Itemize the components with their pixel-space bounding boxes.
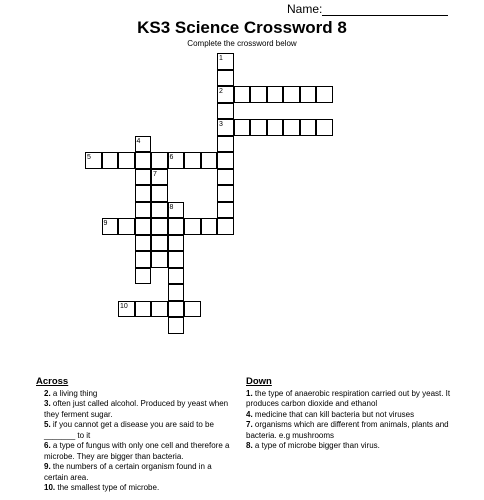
clue-item-text: the type of anaerobic respiration carried out by yeast. It produces carbon dioxide and ethanol: [246, 388, 451, 408]
across-heading: Across: [36, 376, 69, 387]
down-heading: Down: [246, 376, 272, 387]
crossword-cell[interactable]: [184, 218, 201, 235]
clue-item-text: a living thing: [52, 388, 98, 398]
clue-item-number: 7.: [246, 420, 253, 429]
crossword-cell[interactable]: [283, 119, 300, 136]
crossword-cell[interactable]: [267, 119, 284, 136]
crossword-cell[interactable]: [316, 86, 333, 103]
crossword-cell[interactable]: [168, 251, 185, 268]
crossword-cell[interactable]: [184, 152, 201, 169]
crossword-cell[interactable]: [217, 103, 234, 120]
crossword-cell[interactable]: [168, 152, 185, 169]
clue-number: 8: [169, 203, 174, 211]
clue-item-text: organisms which are different from animals, plants and bacteria. e.g mushrooms: [246, 420, 449, 440]
crossword-cell[interactable]: [151, 185, 168, 202]
crossword-cell[interactable]: [135, 301, 152, 318]
clue-item-text: the smallest type of microbe.: [57, 483, 160, 492]
page-subtitle: Complete the crossword below: [187, 39, 297, 48]
crossword-cell[interactable]: [217, 218, 234, 235]
clue-item: [36, 483, 236, 494]
crossword-cell[interactable]: [135, 185, 152, 202]
clue-item: [36, 462, 236, 483]
clue-item-number: 8.: [246, 441, 253, 450]
crossword-cell[interactable]: [85, 152, 102, 169]
clue-item: [36, 389, 236, 400]
crossword-cell[interactable]: [151, 218, 168, 235]
crossword-cell[interactable]: [217, 185, 234, 202]
crossword-cell[interactable]: [217, 202, 234, 219]
clue-item-number: 2.: [44, 388, 51, 398]
crossword-cell[interactable]: [102, 218, 119, 235]
clue-item: [36, 420, 236, 441]
crossword-cell[interactable]: [283, 86, 300, 103]
clue-item-text: the numbers of a certain organism found in a certain area.: [44, 462, 212, 482]
crossword-cell[interactable]: [217, 70, 234, 87]
crossword-cell[interactable]: [234, 119, 251, 136]
across-clues: [36, 377, 236, 494]
crossword-cell[interactable]: [168, 235, 185, 252]
clue-item: [246, 410, 461, 421]
clue-number: 4: [136, 137, 141, 145]
crossword-cell[interactable]: [217, 169, 234, 186]
crossword-cell[interactable]: [118, 152, 135, 169]
clue-item-number: 10.: [44, 483, 56, 492]
crossword-cell[interactable]: [135, 152, 152, 169]
clue-number: 10: [120, 302, 128, 310]
clue-item: [246, 441, 461, 452]
crossword-cell[interactable]: [201, 218, 218, 235]
crossword-cell[interactable]: [118, 301, 135, 318]
clue-item: [246, 420, 461, 441]
clue-item-text: a type of microbe bigger than virus.: [254, 441, 380, 450]
crossword-cell[interactable]: [217, 53, 234, 70]
clue-item-number: 3.: [44, 399, 51, 408]
clue-item-number: 9.: [44, 462, 51, 471]
crossword-cell[interactable]: [234, 86, 251, 103]
clue-number: 2: [219, 88, 223, 95]
clue-item-text: medicine that can kill bacteria but not viruses: [254, 409, 415, 419]
crossword-cell[interactable]: [135, 251, 152, 268]
crossword-cell[interactable]: [217, 136, 234, 153]
crossword-cell[interactable]: [168, 284, 185, 301]
name-field-line[interactable]: [322, 15, 448, 16]
crossword-cell[interactable]: [250, 119, 267, 136]
crossword-cell[interactable]: [300, 86, 317, 103]
crossword-cell[interactable]: [168, 268, 185, 285]
clue-number: 1: [219, 55, 223, 62]
clue-item: [36, 441, 236, 462]
crossword-cell[interactable]: [151, 202, 168, 219]
crossword-cell[interactable]: [217, 152, 234, 169]
clue-item-number: 1.: [246, 388, 253, 398]
clue-number: 7: [153, 170, 157, 178]
clue-item: [36, 399, 236, 420]
crossword-cell[interactable]: [151, 235, 168, 252]
crossword-cell[interactable]: [102, 152, 119, 169]
crossword-cell[interactable]: [151, 301, 168, 318]
crossword-cell[interactable]: [135, 235, 152, 252]
crossword-cell[interactable]: [118, 218, 135, 235]
crossword-cell[interactable]: [168, 202, 185, 219]
crossword-cell[interactable]: [168, 218, 185, 235]
down-clues: [246, 377, 461, 452]
crossword-cell[interactable]: [135, 202, 152, 219]
clue-number: 3: [219, 121, 223, 128]
crossword-cell[interactable]: [151, 251, 168, 268]
clue-number: 6: [169, 154, 174, 161]
crossword-cell[interactable]: [135, 169, 152, 186]
crossword-cell[interactable]: [168, 301, 185, 318]
crossword-cell[interactable]: [135, 218, 152, 235]
crossword-cell[interactable]: [217, 86, 234, 103]
crossword-cell[interactable]: [267, 86, 284, 103]
name-label: Name:: [287, 2, 323, 16]
crossword-cell[interactable]: [151, 169, 168, 186]
clue-number: 9: [103, 220, 108, 227]
crossword-cell[interactable]: [135, 268, 152, 285]
crossword-cell[interactable]: [135, 136, 152, 153]
clue-item-text: often just called alcohol. Produced by yeast when they ferment sugar.: [44, 399, 229, 419]
clue-item: [246, 389, 461, 410]
crossword-cell[interactable]: [151, 152, 168, 169]
crossword-cell[interactable]: [250, 86, 267, 103]
crossword-cell[interactable]: [316, 119, 333, 136]
clue-item-number: 4.: [246, 409, 253, 419]
crossword-cell[interactable]: [217, 119, 234, 136]
clue-item-text: a type of fungus with only one cell and therefore a microbe. They are bigger than bacteria.: [44, 441, 230, 461]
clue-item-text: if you cannot get a disease you are said to be _______ to it: [44, 420, 214, 440]
clue-item-number: 6.: [44, 441, 51, 450]
page-title: KS3 Science Crossword 8: [137, 18, 347, 37]
clue-number: 5: [87, 154, 91, 161]
crossword-cell[interactable]: [168, 317, 185, 334]
crossword-cell[interactable]: [300, 119, 317, 136]
clue-item-number: 5.: [44, 420, 51, 429]
crossword-cell[interactable]: [184, 301, 201, 318]
crossword-cell[interactable]: [201, 152, 218, 169]
